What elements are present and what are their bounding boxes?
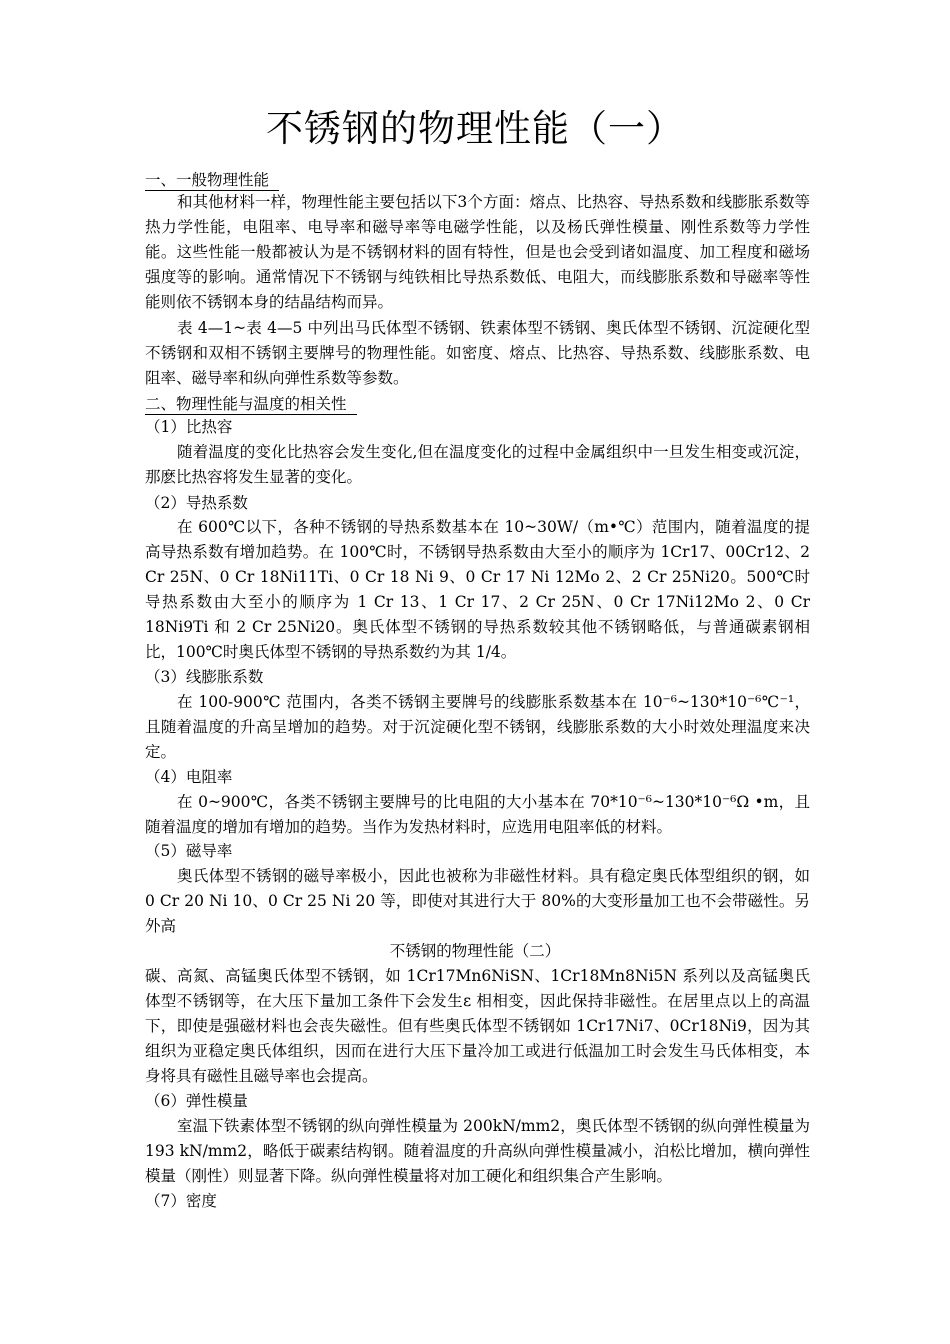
paragraph-resistivity: 在 0~900℃，各类不锈钢主要牌号的比电阻的大小基本在 70*10⁻⁶~130*10⁻⁶Ω •m，且随着温度的增加有增加的趋势。当作为发热材料时，应选用电阻率低的材料。	[145, 793, 810, 836]
subheading-permeability: （5）磁导率	[145, 842, 233, 860]
paragraph-permeability: 奥氏体型不锈钢的磁导率极小，因此也被称为非磁性材料。具有稳定奥氏体型组织的钢，如 0 Cr 20 Ni 10、0 Cr 25 Ni 20 等，即使对其进行大于 80%的大变形量加工也不会带磁性。另外高	[145, 867, 810, 935]
page2-title: 不锈钢的物理性能（二）	[389, 942, 561, 960]
paragraph-general-1: 和其他材料一样，物理性能主要包括以下3个方面：熔点、比热容、导热系数和线膨胀系数等热力学性能，电阻率、电导率和磁导率等电磁学性能，以及杨氏弹性模量、刚性系数等力学性能。这些性能一般都被认为是不锈钢材料的固有特性，但是也会受到诸如温度、加工程度和磁场强度等的影响。通常情况下不锈钢与纯铁相比导热系数低、电阻大，而线膨胀系数和导磁率等性能则依不锈钢本身的结晶结构而异。	[145, 193, 810, 311]
page-title: 不锈钢的物理性能（一）	[266, 107, 684, 150]
paragraph-specific-heat: 随着温度的变化比热容会发生变化,但在温度变化的过程中金属组织中一旦发生相变或沉淀，那麽比热容将发生显著的变化。	[145, 443, 810, 486]
paragraph-elastic-modulus: 室温下铁素体型不锈钢的纵向弹性模量为 200kN/mm2，奥氏体型不锈钢的纵向弹性模量为 193 kN/mm2，略低于碳素结构钢。随着温度的升高纵向弹性模量减小，泊松比增加，横向弹性模量（刚性）则显著下降。纵向弹性模量将对加工硬化和组织集合产生影响。	[145, 1117, 810, 1185]
subheading-resistivity: （4）电阻率	[145, 768, 233, 786]
subheading-thermal-conductivity: （2）导热系数	[145, 494, 248, 512]
paragraph-thermal-conductivity: 在 600℃以下，各种不锈钢的导热系数基本在 10~30W/（m•℃）范围内，随着温度的提高导热系数有增加趋势。在 100℃时，不锈钢导热系数由大至小的顺序为 1Cr17、00Cr12、2 Cr 25N、0 Cr 18Ni11Ti、0 Cr 18 Ni 9、0 Cr 17 Ni 12Mo 2、2 Cr 25Ni20。500℃时导热系数由大至小的顺序为 1 Cr 13、1 Cr 17、2 Cr 25N、0 Cr 17Ni12Mo 2、0 Cr 18Ni9Ti 和 2 Cr 25Ni20。奥氏体型不锈钢的导热系数较其他不锈钢略低，与普通碳素钢相比，100℃时奥氏体型不锈钢的导热系数约为其 1/4。	[145, 518, 810, 661]
subheading-elastic-modulus: （6）弹性模量	[145, 1092, 248, 1110]
section-heading-temperature: 二、物理性能与温度的相关性	[145, 394, 357, 415]
paragraph-thermal-expansion: 在 100-900℃ 范围内，各类不锈钢主要牌号的线膨胀系数基本在 10⁻⁶~130*10⁻⁶℃⁻¹，且随着温度的升高呈增加的趋势。对于沉淀硬化型不锈钢，线膨胀系数的大小时效处理温度来决定。	[145, 693, 810, 761]
paragraph-general-2: 表 4—1~表 4—5 中列出马氏体型不锈钢、铁素体型不锈钢、奥氏体型不锈钢、沉淀硬化型不锈钢和双相不锈钢主要牌号的物理性能。如密度、熔点、比热容、导热系数、线膨胀系数、电阻率、磁导率和纵向弹性系数等参数。	[145, 319, 810, 387]
subheading-thermal-expansion: （3）线膨胀系数	[145, 668, 264, 686]
subheading-specific-heat: （1）比热容	[145, 418, 233, 436]
section-heading-general: 一、一般物理性能	[145, 170, 279, 191]
subheading-density: （7）密度	[145, 1192, 217, 1210]
paragraph-permeability-cont: 碳、高氮、高锰奥氏体型不锈钢，如 1Cr17Mn6NiSN、1Cr18Mn8Ni5N 系列以及高锰奥氏体型不锈钢等，在大压下量加工条件下会发生ε 相相变，因此保持非磁性。在居里点以上的高温下，即使是强磁材料也会丧失磁性。但有些奥氏体型不锈钢如 1Cr17Ni7、0Cr18Ni9，因为其组织为亚稳定奥氏体组织，因而在进行大压下量冷加工或进行低温加工时会发生马氏体相变，本身将具有磁性且磁导率也会提高。	[145, 967, 810, 1085]
